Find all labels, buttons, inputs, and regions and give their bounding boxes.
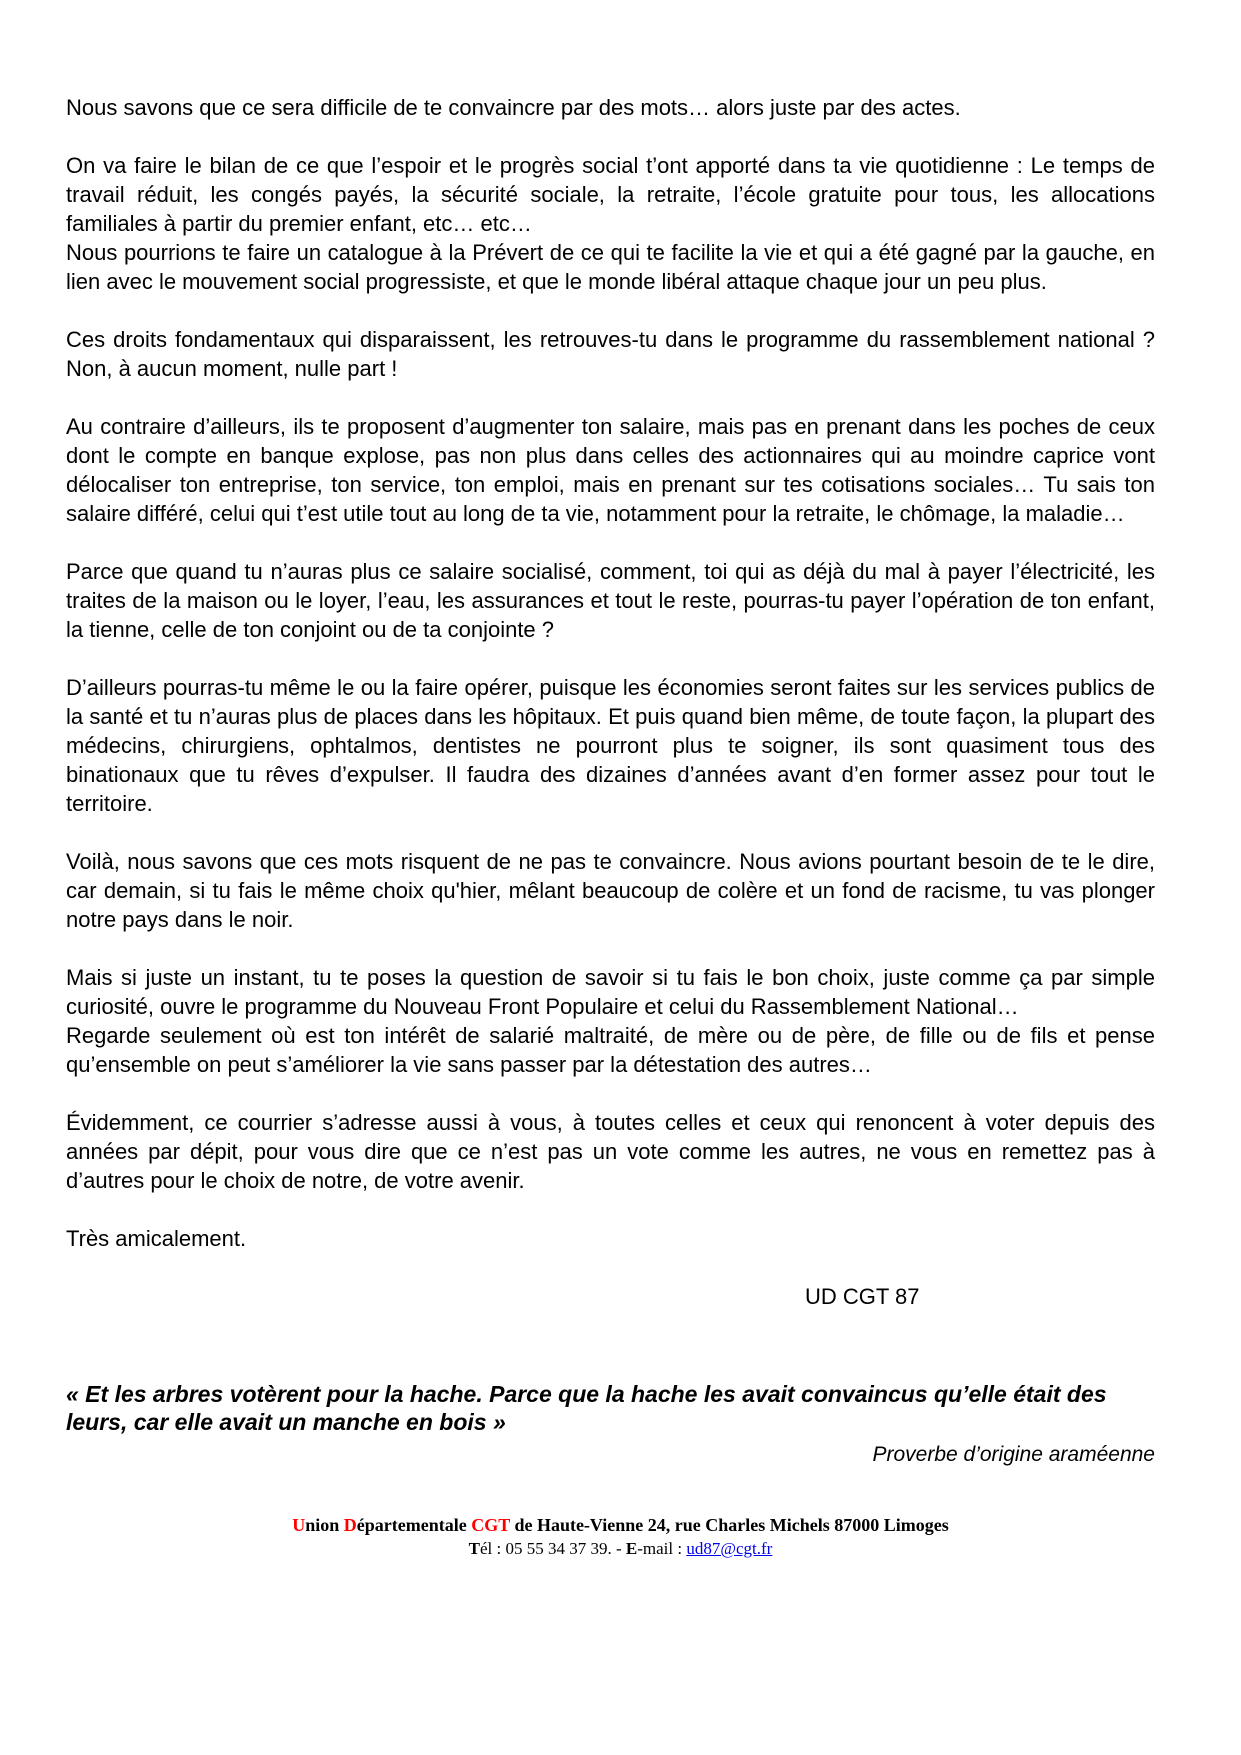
quote-text: « Et les arbres votèrent pour la hache. Parce que la hache les avait convaincus qu’elle était des leurs, car elle avait un manche en bois » <box>66 1381 1107 1435</box>
footer-tel-initial: T <box>468 1539 480 1558</box>
footer-contact-line <box>0 1537 1241 1560</box>
footer-address-part: nion <box>305 1515 344 1535</box>
email-link[interactable]: ud87@cgt.fr <box>686 1539 773 1558</box>
footer-org-acronym: CGT <box>471 1515 510 1535</box>
letter-paragraph: Regarde seulement où est ton intérêt de salarié maltraité, de mère ou de père, de fille ou de fils et pense qu’ensemble on peut s’améliorer la vie sans passer par la détestation des autres… <box>66 1023 1155 1077</box>
footer-address-part: D <box>343 1515 357 1535</box>
closing-line: Très amicalement. <box>66 1226 247 1251</box>
letter-paragraph: Nous savons que ce sera difficile de te convaincre par des mots… alors juste par des actes. <box>66 95 961 120</box>
footer-address-line <box>0 1514 1241 1537</box>
footer-address-part: de Haute-Vienne 24, rue Charles Michels 87000 Limoges <box>509 1515 949 1535</box>
letter-paragraph: Nous pourrions te faire un catalogue à la Prévert de ce qui te facilite la vie et qui a été gagné par la gauche, en lien avec le mouvement social progressiste, et que le monde libéral attaque chaque jour un peu plus. <box>66 240 1155 294</box>
footer-email-text: -mail : <box>637 1539 687 1558</box>
footer-address-part: U <box>292 1515 306 1535</box>
quote-block <box>66 1380 1155 1469</box>
footer-email-initial: E <box>625 1539 638 1558</box>
footer-tel-text: él : 05 55 34 37 39. - <box>479 1539 626 1558</box>
letter-paragraph: Mais si juste un instant, tu te poses la question de savoir si tu fais le bon choix, juste comme ça par simple curiosité, ouvre le programme du Nouveau Front Populaire et celui du Rassemblement National… <box>66 965 1155 1019</box>
letter-paragraph: Au contraire d’ailleurs, ils te proposent d’augmenter ton salaire, mais pas en prenant dans les poches de ceux dont le compte en banque explose, pas non plus dans celles des actionnaires qui au moindre caprice vont délocaliser ton entreprise, ton service, ton emploi, mais en prenant sur tes cotisations sociales… Tu sais ton salaire différé, celui qui t’est utile tout au long de ta vie, notamment pour la retraite, le chômage, la maladie… <box>66 414 1155 526</box>
letter-paragraph: Voilà, nous savons que ces mots risquent de ne pas te convaincre. Nous avions pourtant besoin de te le dire, car demain, si tu fais le même choix qu'hier, mêlant beaucoup de colère et un fond de racisme, tu vas plonger notre pays dans le noir. <box>66 849 1155 932</box>
quote-attribution: Proverbe d’origine araméenne <box>872 1443 1155 1466</box>
letter-body <box>66 93 1155 1311</box>
signature-line: UD CGT 87 <box>805 1284 920 1309</box>
letter-paragraph: D’ailleurs pourras-tu même le ou la faire opérer, puisque les économies seront faites sur les services publics de la santé et tu n’auras plus de places dans les hôpitaux. Et puis quand bien même, de toute façon, la plupart des médecins, chirurgiens, ophtalmos, dentistes ne pourront plus te soigner, ils sont quasiment tous des binationaux que tu rêves d’expulser. Il faudra des dizaines d’années avant d’en former assez pour tout le territoire. <box>66 675 1155 816</box>
letter-paragraph: Parce que quand tu n’auras plus ce salaire socialisé, comment, toi qui as déjà du mal à payer l’électricité, les traites de la maison ou le loyer, l’eau, les assurances et tout le reste, pourras-tu payer l’opération de ton enfant, la tienne, celle de ton conjoint ou de ta conjointe ? <box>66 559 1155 642</box>
letter-paragraph: On va faire le bilan de ce que l’espoir et le progrès social t’ont apporté dans ta vie quotidienne : Le temps de travail réduit, les congés payés, la sécurité sociale, la retraite, l’école gratuite pour tous, les allocations familiales à partir du premier enfant, etc… etc… <box>66 153 1155 236</box>
footer <box>0 1514 1241 1560</box>
letter-paragraph: Ces droits fondamentaux qui disparaissent, les retrouves-tu dans le programme du rassemblement national ? Non, à aucun moment, nulle part ! <box>66 327 1155 381</box>
letter-paragraph: Évidemment, ce courrier s’adresse aussi à vous, à toutes celles et ceux qui renoncent à voter depuis des années par dépit, pour vous dire que ce n’est pas un vote comme les autres, ne vous en remettez pas à d’autres pour le choix de notre, de votre avenir. <box>66 1110 1155 1193</box>
footer-address-part: épartementale <box>356 1515 472 1535</box>
